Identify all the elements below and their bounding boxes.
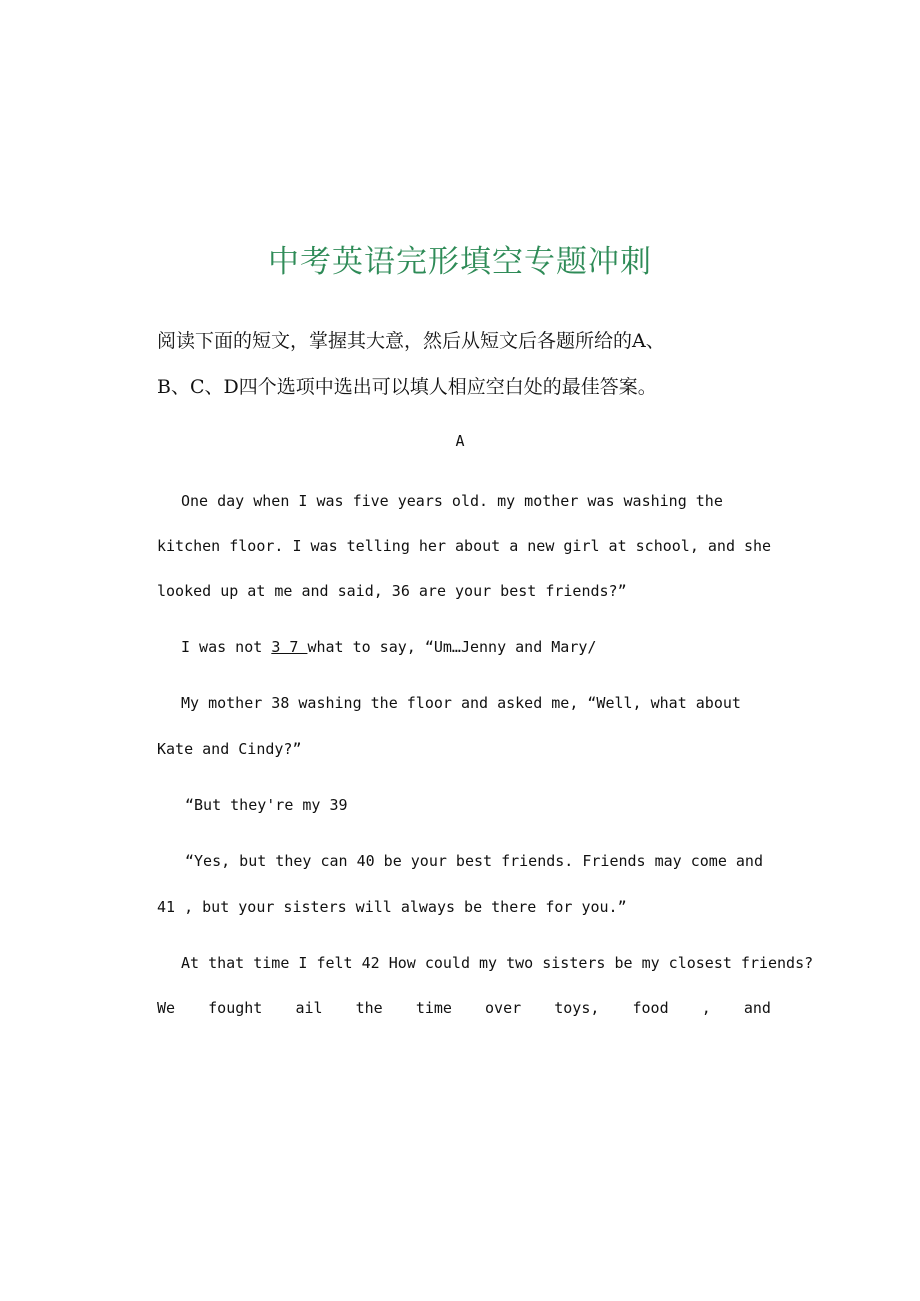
instructions-line-2: B、C、D四个选项中选出可以填人相应空白处的最佳答案。 <box>157 376 657 398</box>
passage-line: kitchen floor. I was telling her about a new girl at school, and she <box>157 537 772 555</box>
passage-word: and <box>743 999 771 1017</box>
passage-word: We <box>157 999 176 1017</box>
passage-word: , <box>701 999 711 1017</box>
passage-line: Kate and Cindy?” <box>157 740 302 758</box>
passage-line-justified <box>157 996 771 1020</box>
passage-text: I was not <box>181 638 272 656</box>
passage-word: toys, <box>554 999 600 1017</box>
document-title: 中考英语完形填空专题冲刺 <box>268 244 652 280</box>
answer-blank: 3 7 <box>271 638 308 656</box>
instructions-line-1: 阅读下面的短文，掌握其大意，然后从短文后各题所给的A、 <box>157 330 665 352</box>
passage-line <box>157 635 801 659</box>
passage-line: 41 , but your sisters will always be there for you.” <box>157 898 627 916</box>
passage-word: ail <box>295 999 323 1017</box>
passage-word: the <box>355 999 383 1017</box>
passage-word: time <box>415 999 452 1017</box>
passage-word: over <box>485 999 522 1017</box>
passage-line: looked up at me and said, 36 are your best friends?” <box>157 582 627 600</box>
passage-word: food <box>632 999 669 1017</box>
passage-line: One day when I was five years old. my mother was washing the <box>181 492 723 510</box>
passage-line: “But they're my 39 <box>185 796 348 814</box>
passage-line: At that time I felt 42 How could my two sisters be my closest friends? <box>181 954 814 972</box>
passage-text: what to say, “Um…Jenny and Mary/ <box>307 638 597 656</box>
section-label: A <box>455 432 465 450</box>
passage-line: “Yes, but they can 40 be your best friends. Friends may come and <box>185 852 763 870</box>
passage-line: My mother 38 washing the floor and asked me, “Well, what about <box>181 694 741 712</box>
passage-word: fought <box>208 999 263 1017</box>
